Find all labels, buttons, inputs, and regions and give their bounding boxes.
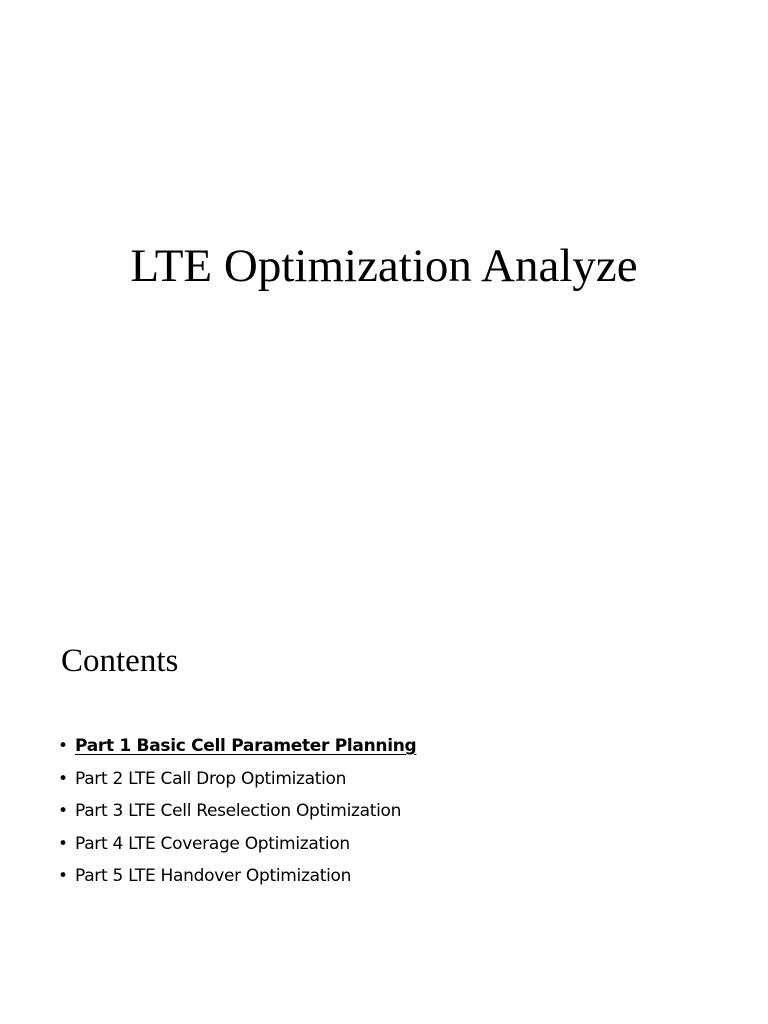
bullet-icon: • bbox=[58, 833, 68, 854]
contents-item-part-1[interactable] bbox=[58, 730, 416, 763]
slide-title: LTE Optimization Analyze bbox=[130, 240, 638, 292]
contents-item-part-4 bbox=[58, 828, 416, 861]
bullet-icon: • bbox=[58, 768, 68, 789]
contents-item-label[interactable]: Part 1 Basic Cell Parameter Planning bbox=[75, 736, 417, 756]
contents-item-label: Part 4 LTE Coverage Optimization bbox=[75, 833, 350, 854]
contents-list bbox=[58, 730, 416, 893]
bullet-icon: • bbox=[58, 736, 68, 756]
contents-item-part-2 bbox=[58, 763, 416, 796]
contents-item-label: Part 3 LTE Cell Reselection Optimization bbox=[75, 801, 402, 821]
contents-item-label: Part 5 LTE Handover Optimization bbox=[75, 866, 352, 886]
contents-item-label: Part 2 LTE Call Drop Optimization bbox=[75, 768, 347, 789]
contents-item-part-3 bbox=[58, 795, 416, 828]
bullet-icon: • bbox=[58, 866, 68, 886]
bullet-icon: • bbox=[58, 801, 68, 821]
contents-heading: Contents bbox=[61, 643, 179, 679]
contents-item-part-5 bbox=[58, 860, 416, 893]
